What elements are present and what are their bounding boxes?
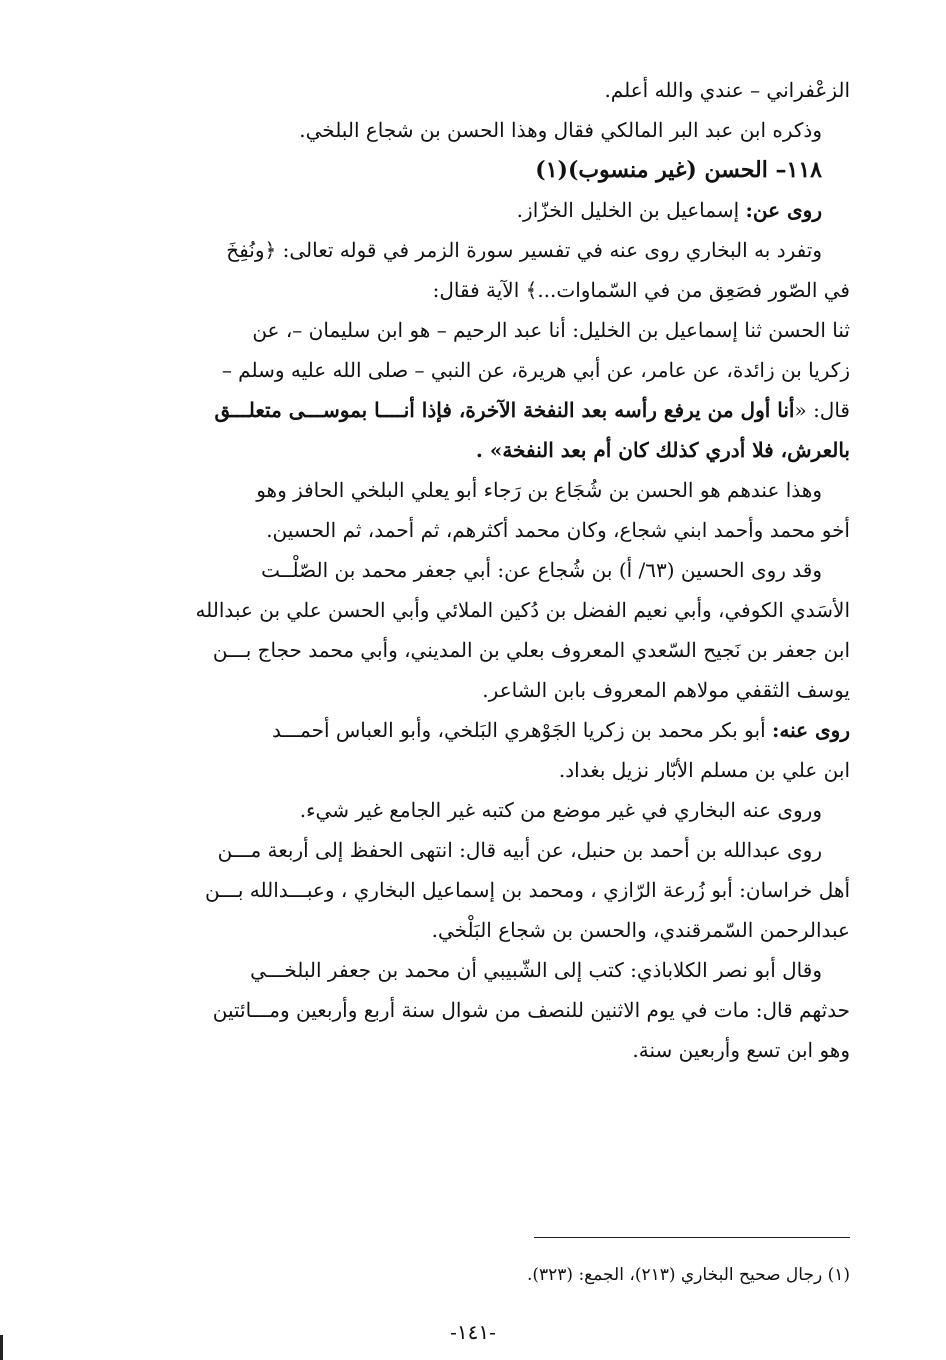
text-line [100, 430, 850, 470]
line-text: أخو محمد وأحمد ابني شجاع، وكان محمد أكثرهم، ثم أحمد، ثم الحسين. [266, 518, 850, 542]
text-line [100, 750, 850, 790]
line-text: يوسف الثقفي مولاهم المعروف بابن الشاعر. [482, 678, 850, 702]
line-text: ١١٨– الحسن (غير منسوب)(١) [535, 157, 822, 183]
line-text: ثنا الحسن ثنا إسماعيل بن الخليل: أنا عبد الرحيم – هو ابن سليمان –، عن [252, 318, 850, 342]
footnote-separator [534, 1237, 850, 1238]
line-text: روى عبدالله بن أحمد بن حنبل، عن أبيه قال: انتهى الحفظ إلى أربعة مـــن [217, 838, 822, 862]
page-number: -١٤١- [450, 1320, 496, 1344]
text-line [100, 590, 850, 630]
text-line [100, 70, 850, 110]
text-line [100, 230, 850, 270]
line-text: الأسَدي الكوفي، وأبي نعيم الفضل بن دُكين الملائي وأبي الحسن علي بن عبدالله [195, 598, 850, 622]
text-line [100, 150, 850, 190]
line-text: وهو ابن تسع وأربعين سنة. [632, 1038, 850, 1062]
line-text: في الصّور فصَعِق من في السّماوات...﴾ الآية فقال: [432, 278, 850, 302]
text-line [100, 390, 850, 430]
line-text: وهذا عندهم هو الحسن بن شُجَاع بن رَجاء أبو يعلي البلخي الحافز وهو [256, 478, 822, 502]
text-line [100, 870, 850, 910]
line-label: روى عن: [745, 198, 822, 222]
line-text: أهل خراسان: أبو زُرعة الرّازي ، ومحمد بن إسماعيل البخاري ، وعبـــدالله بـــن [205, 878, 850, 902]
text-line [100, 790, 850, 830]
line-text: بالعرش، فلا أدري كذلك كان أم بعد النفخة» . [475, 438, 850, 462]
line-prefix: قال: « [794, 398, 850, 422]
line-text: حدثهم قال: مات في يوم الاثنين للنصف من شوال سنة أربع وأربعين ومـــائتين [212, 998, 850, 1022]
text-line [100, 110, 850, 150]
text-line [100, 710, 850, 750]
text-line [100, 630, 850, 670]
scan-edge-mark [0, 1335, 3, 1360]
text-line [100, 190, 850, 230]
line-text: وروى عنه البخاري في غير موضع من كتبه غير الجامع غير شيء. [299, 798, 822, 822]
text-line [100, 990, 850, 1030]
main-text [100, 70, 850, 1070]
line-label: روى عنه: [771, 718, 850, 742]
text-line [100, 470, 850, 510]
text-line [100, 270, 850, 310]
text-line [100, 910, 850, 950]
text-line [100, 550, 850, 590]
text-line [100, 1030, 850, 1070]
line-text: وتفرد به البخاري روى عنه في تفسير سورة الزمر في قوله تعالى: ﴿ونُفِخَ [226, 238, 822, 262]
text-line [100, 510, 850, 550]
text-line [100, 830, 850, 870]
line-text: أبو بكر محمد بن زكريا الجَوْهري البَلخي، وأبو العباس أحمـــد [271, 718, 772, 742]
line-text: وقد روى الحسين (٦٣/ أ) بن شُجاع عن: أبي جعفر محمد بن الصّلْــت [261, 558, 822, 582]
line-text: الزعْفراني – عندي والله أعلم. [604, 78, 850, 102]
line-text: أنا أول من يرفع رأسه بعد النفخة الآخرة، فإذا أنــــا بموســـى متعلـــق [214, 398, 795, 422]
line-text: عبدالرحمن السّمرقندي، والحسن بن شجاع البَلْخي. [431, 918, 850, 942]
line-text: ابن جعفر بن نَجيح السّعدي المعروف بعلي بن المديني، وأبي محمد حجاج بـــن [212, 638, 850, 662]
text-line [100, 310, 850, 350]
line-text: وقال أبو نصر الكلاباذي: كتب إلى الشّبيبي أن محمد بن جعفر البلخـــي [250, 958, 822, 982]
text-line [100, 350, 850, 390]
line-text: ابن علي بن مسلم الأبّار نزيل بغداد. [558, 758, 850, 782]
footnote: (١) رجال صحيح البخاري (٢١٣)، الجمع: (٣٢٣). [526, 1265, 850, 1285]
line-text: وذكره ابن عبد البر المالكي فقال وهذا الحسن بن شجاع البلخي. [299, 118, 822, 142]
text-line [100, 670, 850, 710]
line-text: زكريا بن زائدة، عن عامر، عن أبي هريرة، عن النبي – صلى الله عليه وسلم – [221, 358, 850, 382]
line-text: إسماعيل بن الخليل الخزّاز. [516, 198, 746, 222]
text-line [100, 950, 850, 990]
